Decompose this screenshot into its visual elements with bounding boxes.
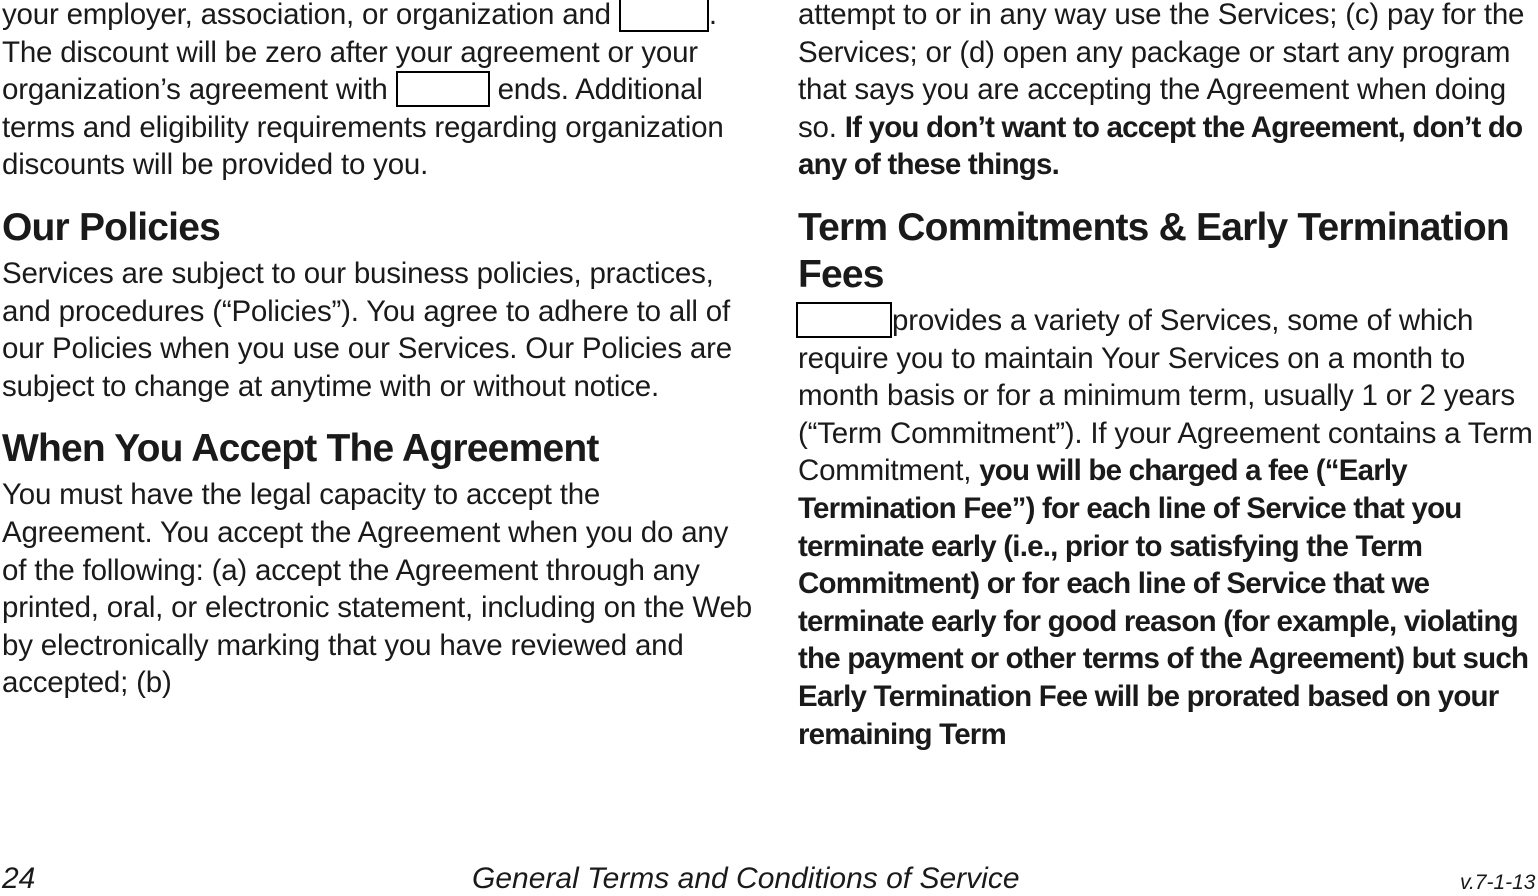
heading-our-policies: Our Policies xyxy=(2,205,220,249)
redaction-box xyxy=(796,302,892,338)
version-label: v.7-1-13 xyxy=(1460,871,1536,894)
redaction-box xyxy=(396,71,490,107)
page-number: 24 xyxy=(2,862,36,895)
discount-text-4: ends. Additional terms and eligibility requirements regarding organization discounts will be provided to you. xyxy=(2,73,724,182)
accept-warning-bold: If you don’t want to accept the Agreement, don’t do any of these things. xyxy=(798,110,1523,182)
accept-continued-paragraph xyxy=(798,0,1536,184)
term-paragraph xyxy=(798,302,1536,753)
discount-text-3: . The discount will be zero after your agreement or your organization’s agreement with xyxy=(2,0,717,107)
term-text-bold: you will be charged a fee (“Early Termination Fee”) for each line of Service that you terminate early (i.e., prior to satisfying the Term Commitment) or for each line of Service that we terminate early for good reason (for example, violating the payment or other terms of the Agreement) but such Early Termination Fee will be prorated based on your remaining Term xyxy=(798,454,1529,751)
left-column xyxy=(2,0,752,702)
footer-title: General Terms and Conditions of Service xyxy=(472,862,1020,895)
right-column xyxy=(798,0,1536,753)
discount-paragraph xyxy=(2,0,752,184)
heading-term-commitments: Term Commitments & Early Termination Fees xyxy=(798,205,1509,296)
accept-continued-text: attempt to or in any way use the Services; (c) pay for the Services; or (d) open any package or start any program that says you are accepting the Agreement when doing so. xyxy=(798,0,1525,144)
discount-text-2: and xyxy=(562,0,611,31)
accept-paragraph: You must have the legal capacity to accept the Agreement. You accept the Agreement when you do any of the following: (a) accept the Agreement through any printed, oral, or electronic statement, including on the Web by electronically marking that you have reviewed and accepted; (b) xyxy=(2,478,752,700)
policies-paragraph: Services are subject to our business policies, practices, and procedures (“Policies”). You agree to adhere to all of our Policies when you use our Services. Our Policies are subject to change at anytime with or without notice. xyxy=(2,256,732,403)
discount-text-1: your employer, association, or organization xyxy=(2,0,555,31)
term-text-regular: provides a variety of Services, some of which require you to maintain Your Services on a month to month basis or for a minimum term, usually 1 or 2 years (“Term Commitment”). If your Agreement contains a Term Commitment, xyxy=(798,303,1533,488)
heading-accept-agreement: When You Accept The Agreement xyxy=(2,427,599,471)
redaction-box xyxy=(619,0,709,32)
